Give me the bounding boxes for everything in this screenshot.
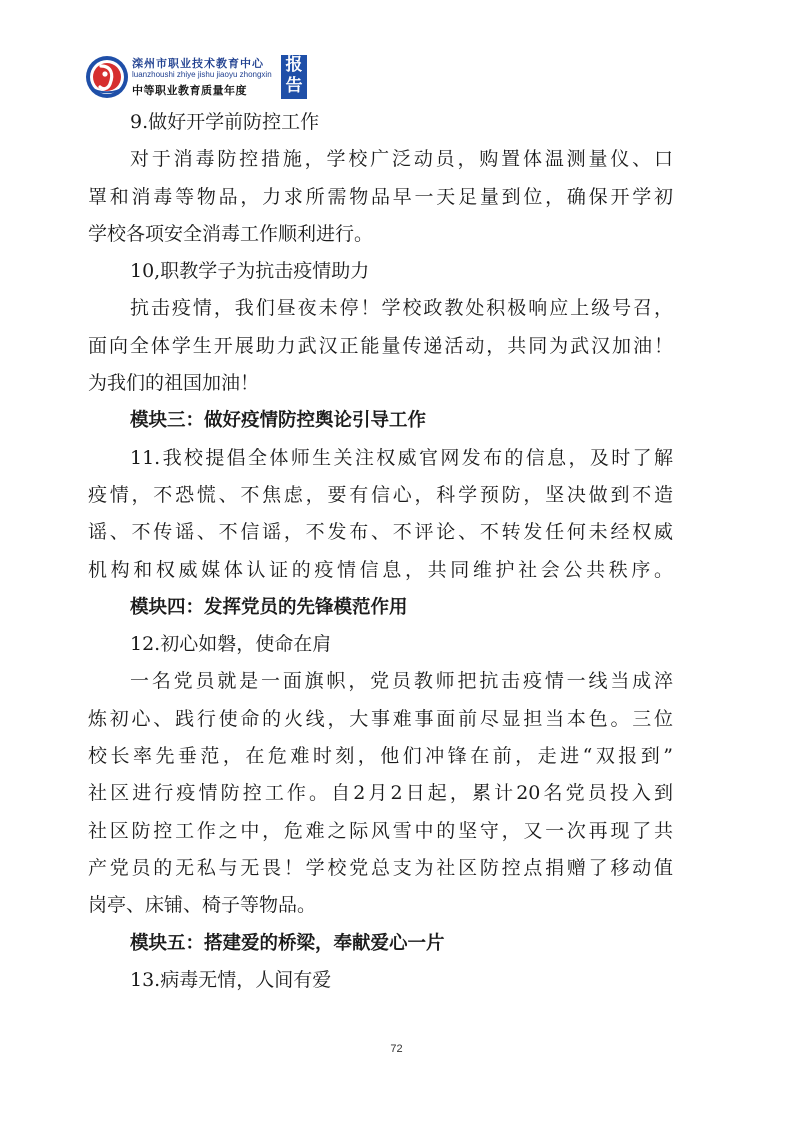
paragraph-line: 校长率先垂范，在危难时刻，他们冲锋在前，走进“双报到” — [88, 745, 673, 768]
report-badge-top: 报 — [285, 55, 303, 75]
paragraph-line: 面向全体学生开展助力武汉正能量传递活动，共同为武汉加油！ — [88, 334, 673, 357]
paragraph-line: 对于消毒防控措施，学校广泛动员，购置体温测量仪、口 — [130, 148, 673, 171]
document-header — [84, 52, 314, 102]
paragraph-line: 11.我校提倡全体师生关注权威官网发布的信息，及时了解 — [130, 446, 673, 469]
page-number: 72 — [390, 1043, 403, 1055]
paragraph-line: 为我们的祖国加油！ — [88, 372, 260, 395]
org-name: 滦州市职业技术教育中心 — [132, 57, 264, 70]
school-logo-icon — [84, 54, 130, 100]
section-heading-13: 13.病毒无情，人间有爱 — [130, 968, 332, 991]
paragraph-line: 抗击疫情，我们昼夜未停！学校政教处积极响应上级号召， — [130, 297, 673, 320]
section-heading-9: 9.做好开学前防控工作 — [130, 111, 320, 133]
paragraph-line: 炼初心、践行使命的火线，大事难事面前尽显担当本色。三位 — [88, 707, 673, 730]
paragraph-line: 谣、不传谣、不信谣，不发布、不评论、不转发任何未经权威 — [88, 521, 673, 544]
paragraph-line: 学校各项安全消毒工作顺利进行。 — [88, 222, 374, 245]
org-pinyin: luanzhoushi zhiye jishu jiaoyu zhongxin — [132, 70, 272, 79]
report-badge — [281, 55, 307, 99]
section-heading-10: 10,职教学子为抗击疫情助力 — [130, 260, 370, 283]
module-heading-4: 模块四：发挥党员的先锋模范作用 — [130, 596, 408, 618]
paragraph-line: 社区防控工作之中，危难之际风雪中的坚守，又一次再现了共 — [88, 819, 673, 842]
module-heading-3: 模块三：做好疫情防控舆论引导工作 — [130, 410, 427, 432]
paragraph-line: 社区进行疫情防控工作。自2月2日起，累计20名党员投入到 — [88, 782, 673, 805]
paragraph-line: 罩和消毒等物品，力求所需物品早一天足量到位，确保开学初 — [88, 185, 673, 208]
paragraph-line: 岗亭、床铺、椅子等物品。 — [88, 894, 317, 917]
report-title: 中等职业教育质量年度 — [132, 84, 247, 97]
document-body — [88, 104, 673, 999]
paragraph-line: 一名党员就是一面旗帜，党员教师把抗击疫情一线当成淬 — [130, 670, 673, 693]
section-heading-12: 12.初心如磐，使命在肩 — [130, 633, 332, 656]
paragraph-line: 疫情，不恐慌、不焦虑，要有信心，科学预防，坚决做到不造 — [88, 483, 673, 506]
module-heading-5: 模块五：搭建爱的桥梁，奉献爱心一片 — [130, 932, 445, 954]
report-badge-bottom: 告 — [285, 76, 303, 96]
paragraph-line: 机构和权威媒体认证的疫情信息，共同维护社会公共秩序。 — [88, 558, 673, 581]
paragraph-line: 产党员的无私与无畏！学校党总支为社区防控点捐赠了移动值 — [88, 856, 673, 879]
